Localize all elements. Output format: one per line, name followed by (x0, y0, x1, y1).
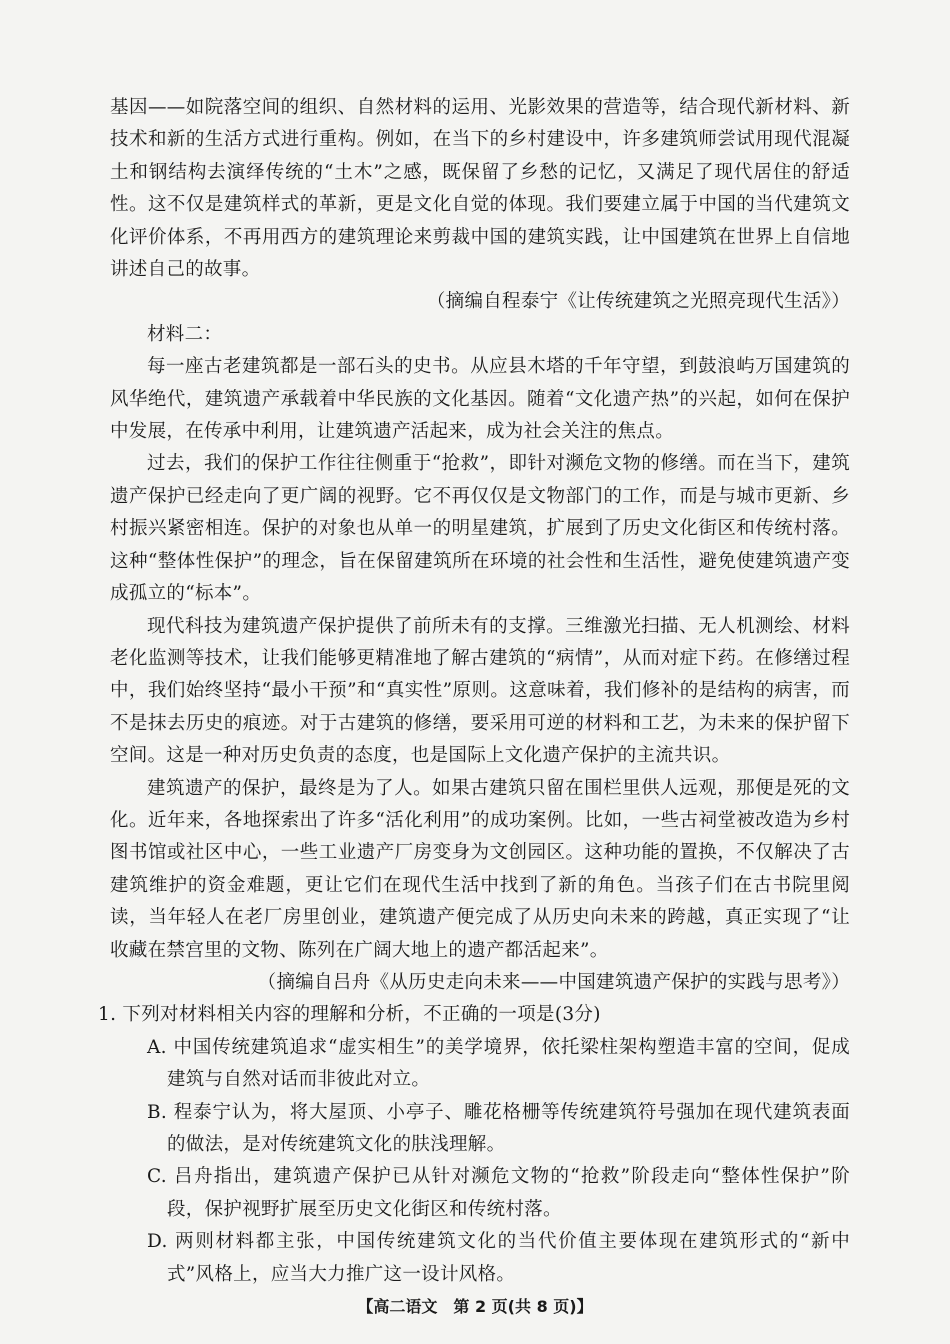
question-1-option-d: D. 两则材料都主张，中国传统建筑文化的当代价值主要体现在建筑形式的“新中式”风格上，应当大力推广这一设计风格。 (147, 1231, 850, 1285)
page-footer: 【高二语文 第 2 页(共 8 页)】 (357, 1297, 593, 1316)
material-1-paragraph: 基因——如院落空间的组织、自然材料的运用、光影效果的营造等，结合现代新材料、新技术和新的生活方式进行重构。例如，在当下的乡村建设中，许多建筑师尝试用现代混凝土和钢结构去演绎传统的“土木”之感，既保留了乡愁的记忆，又满足了现代居住的舒适性。这不仅是建筑样式的革新，更是文化自觉的体现。我们要建立属于中国的当代建筑文化评价体系，不再用西方的建筑理论来剪裁中国的建筑实践，让中国建筑在世界上自信地讲述自己的故事。 (110, 97, 850, 281)
material-2-heading: 材料二： (147, 323, 223, 345)
material-2-paragraph: 每一座古老建筑都是一部石头的史书。从应县木塔的千年守望，到鼓浪屿万国建筑的风华绝代，建筑遗产承载着中华民族的文化基因。随着“文化遗产热”的兴起，如何在保护中发展，在传承中利用，让建筑遗产活起来，成为社会关注的焦点。 (110, 356, 850, 443)
question-1-option-a: A. 中国传统建筑追求“虚实相生”的美学境界，依托梁柱架构塑造丰富的空间，促成建筑与自然对话而非彼此对立。 (147, 1036, 850, 1091)
material-1-source: （摘编自程泰宁《让传统建筑之光照亮现代生活》） (426, 291, 850, 313)
material-2-paragraph: 现代科技为建筑遗产保护提供了前所未有的支撑。三维激光扫描、无人机测绘、材料老化监测等技术，让我们能够更精准地了解古建筑的“病情”，从而对症下药。在修缮过程中，我们始终坚持“最小干预”和“真实性”原则。这意味着，我们修补的是结构的病害，而不是抹去历史的痕迹。对于古建筑的修缮，要采用可逆的材料和工艺，为未来的保护留下空间。这是一种对历史负责的态度，也是国际上文化遗产保护的主流共识。 (110, 615, 850, 767)
question-1-stem: 1. 下列对材料相关内容的理解和分析，不正确的一项是(3分) (98, 1004, 601, 1026)
material-2-source: （摘编自吕舟《从历史走向未来——中国建筑遗产保护的实践与思考》） (257, 971, 850, 993)
material-2-paragraph: 过去，我们的保护工作往往侧重于“抢救”，即针对濒危文物的修缮。而在当下，建筑遗产保护已经走向了更广阔的视野。它不再仅仅是文物部门的工作，而是与城市更新、乡村振兴紧密相连。保护的对象也从单一的明星建筑，扩展到了历史文化街区和传统村落。这种“整体性保护”的理念，旨在保留建筑所在环境的社会性和生活性，避免使建筑遗产变成孤立的“标本”。 (110, 453, 850, 605)
page-content (98, 92, 850, 1291)
question-1-option-b: B. 程泰宁认为，将大屋顶、小亭子、雕花格栅等传统建筑符号强加在现代建筑表面的做法，是对传统建筑文化的肤浅理解。 (147, 1101, 850, 1155)
question-1-option-c: C. 吕舟指出，建筑遗产保护已从针对濒危文物的“抢救”阶段走向“整体性保护”阶段，保护视野扩展至历史文化街区和传统村落。 (147, 1166, 850, 1220)
material-2-paragraph: 建筑遗产的保护，最终是为了人。如果古建筑只留在围栏里供人远观，那便是死的文化。近年来，各地探索出了许多“活化利用”的成功案例。比如，一些古祠堂被改造为乡村图书馆或社区中心，一些工业遗产厂房变身为文创园区。这种功能的置换，不仅解决了古建筑维护的资金难题，更让它们在现代生活中找到了新的角色。当孩子们在古书院里阅读，当年轻人在老厂房里创业，建筑遗产便完成了从历史向未来的跨越，真正实现了“让收藏在禁宫里的文物、陈列在广阔大地上的遗产都活起来”。 (110, 777, 850, 961)
